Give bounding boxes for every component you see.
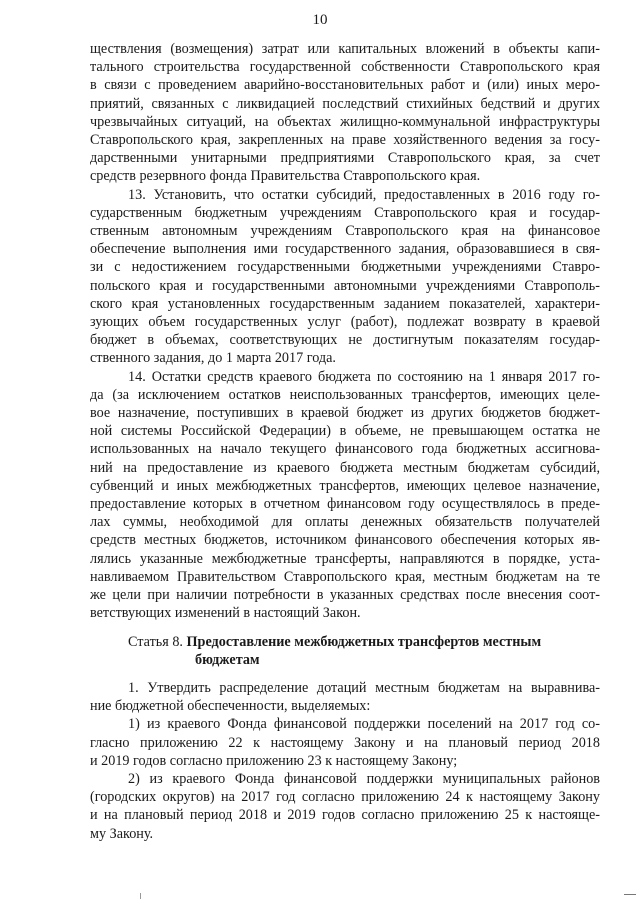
text-line: Ставропольского края, закрепленных на праве хозяйственного ведения за госу- — [90, 132, 600, 149]
text-line: ского края установленных государственным заданием показателей, характери- — [90, 295, 600, 312]
text-line: тального строительства государственной собственности Ставропольского края — [90, 59, 600, 76]
text-line: 14. Остатки средств краевого бюджета по состоянию на 1 января 2017 го- — [128, 368, 600, 385]
scan-mark-right — [624, 894, 636, 895]
article-title: Предоставление межбюджетных трансфертов местным — [186, 633, 542, 650]
text-line: гласно приложению 22 к настоящему Закону и на плановый период 2018 — [90, 734, 600, 751]
text-line: же цели при наличии потребности в указанных средствах после внесения соот- — [90, 587, 600, 604]
article-number: Статья 8. — [128, 633, 187, 650]
text-line: 13. Установить, что остатки субсидий, предоставленных в 2016 году го- — [128, 186, 600, 203]
text-line: предоставление которых в отчетном финансовом году осуществлялось в преде- — [90, 496, 600, 513]
text-line: (городских округов) на 2017 год согласно приложению 24 к настоящему Закону — [90, 789, 600, 806]
text-line: субвенций и иных межбюджетных трансфертов, имеющих целевое назначение, — [90, 477, 600, 494]
text-line: ветствующих изменений в настоящий Закон. — [90, 605, 361, 622]
scan-mark — [140, 893, 141, 899]
paragraph-14 — [90, 368, 600, 623]
text-line: обеспечение выполнения ими государственного задания, образовавшиеся в свя- — [90, 241, 600, 258]
paragraph-article-8-subitem-2 — [90, 770, 600, 843]
text-line: чрезвычайных ситуаций, на объектах жилищно-коммунальной инфраструктуры — [90, 113, 600, 130]
text-line: ний на предоставление из краевого бюджета местным бюджетам субсидий, — [90, 459, 600, 476]
paragraph-article-8-subitem-1 — [90, 715, 600, 770]
paragraph-13 — [90, 186, 600, 368]
article-title-continued: бюджетам — [195, 651, 260, 668]
text-line: навливаемом Правительством Ставропольского края, местным бюджетам на те — [90, 568, 600, 585]
text-line: зующих объем государственных услуг (работ), подлежат возврату в краевой — [90, 314, 600, 331]
text-line: 2) из краевого Фонда финансовой поддержки муниципальных районов — [128, 770, 600, 787]
article-heading-line — [90, 633, 600, 651]
text-line: ществления (возмещения) затрат или капитальных вложений в объекты капи- — [90, 41, 600, 57]
text-line: лах суммы, необходимой для оплаты денежных обязательств получателей — [90, 514, 600, 531]
paragraph-continued — [90, 40, 600, 186]
text-line: бюджет в объемах, соответствующих не достигнутым показателям государ- — [90, 332, 600, 349]
text-line: польского края и государственными автономными учреждениями Ставрополь- — [90, 277, 600, 294]
text-line: средств резервного фонда Правительства Ставропольского края. — [90, 168, 481, 185]
text-line: ной системы Российской Федерации) в объеме, не превышающем остатка не — [90, 423, 600, 440]
text-line: лялись указанные межбюджетные трансферты, направляются в порядке, уста- — [90, 550, 600, 567]
document-body — [90, 40, 600, 843]
article-8-heading — [90, 633, 600, 669]
text-line: да (за исключением остатков неиспользованных трансфертов, имеющих целе- — [90, 386, 600, 403]
text-line: дарственными унитарными предприятиями Ставропольского края, за счет — [90, 150, 600, 167]
text-line: вое назначение, поступивших в краевой бюджет из других бюджетов бюджет- — [90, 405, 600, 422]
text-line: и 2019 годов согласно приложению 23 к настоящему Закону; — [90, 752, 458, 769]
text-line: и на плановый период 2018 и 2019 годов согласно приложению 25 к настояще- — [90, 807, 600, 824]
text-line: ние бюджетной обеспеченности, выделяемых: — [90, 698, 371, 715]
text-line: 1) из краевого Фонда финансовой поддержки поселений на 2017 год со- — [128, 716, 600, 733]
text-line: сударственным бюджетным учреждениям Ставропольского края и государ- — [90, 204, 600, 221]
text-line: ственным автономным учреждениям Ставропольского края на финансовое — [90, 223, 600, 240]
text-line: ственного задания, до 1 марта 2017 года. — [90, 350, 336, 367]
text-line: в связи с проведением аварийно-восстановительных работ и (или) иных меро- — [90, 77, 600, 94]
page-number: 10 — [312, 12, 328, 28]
text-line: средств местных бюджетов, источником финансового обеспечения которых яв- — [90, 532, 600, 549]
text-line: использованных на начало текущего финансового года бюджетных ассигнова- — [90, 441, 600, 458]
text-line: приятий, связанных с ликвидацией последствий стихийных бедствий и других — [90, 95, 600, 112]
text-line: зи с недостижением государственными бюджетными учреждениями Ставро- — [90, 259, 600, 276]
text-line: 1. Утвердить распределение дотаций местным бюджетам на выравнива- — [128, 679, 600, 696]
paragraph-article-8-item-1 — [90, 679, 600, 715]
text-line: му Закону. — [90, 825, 154, 842]
